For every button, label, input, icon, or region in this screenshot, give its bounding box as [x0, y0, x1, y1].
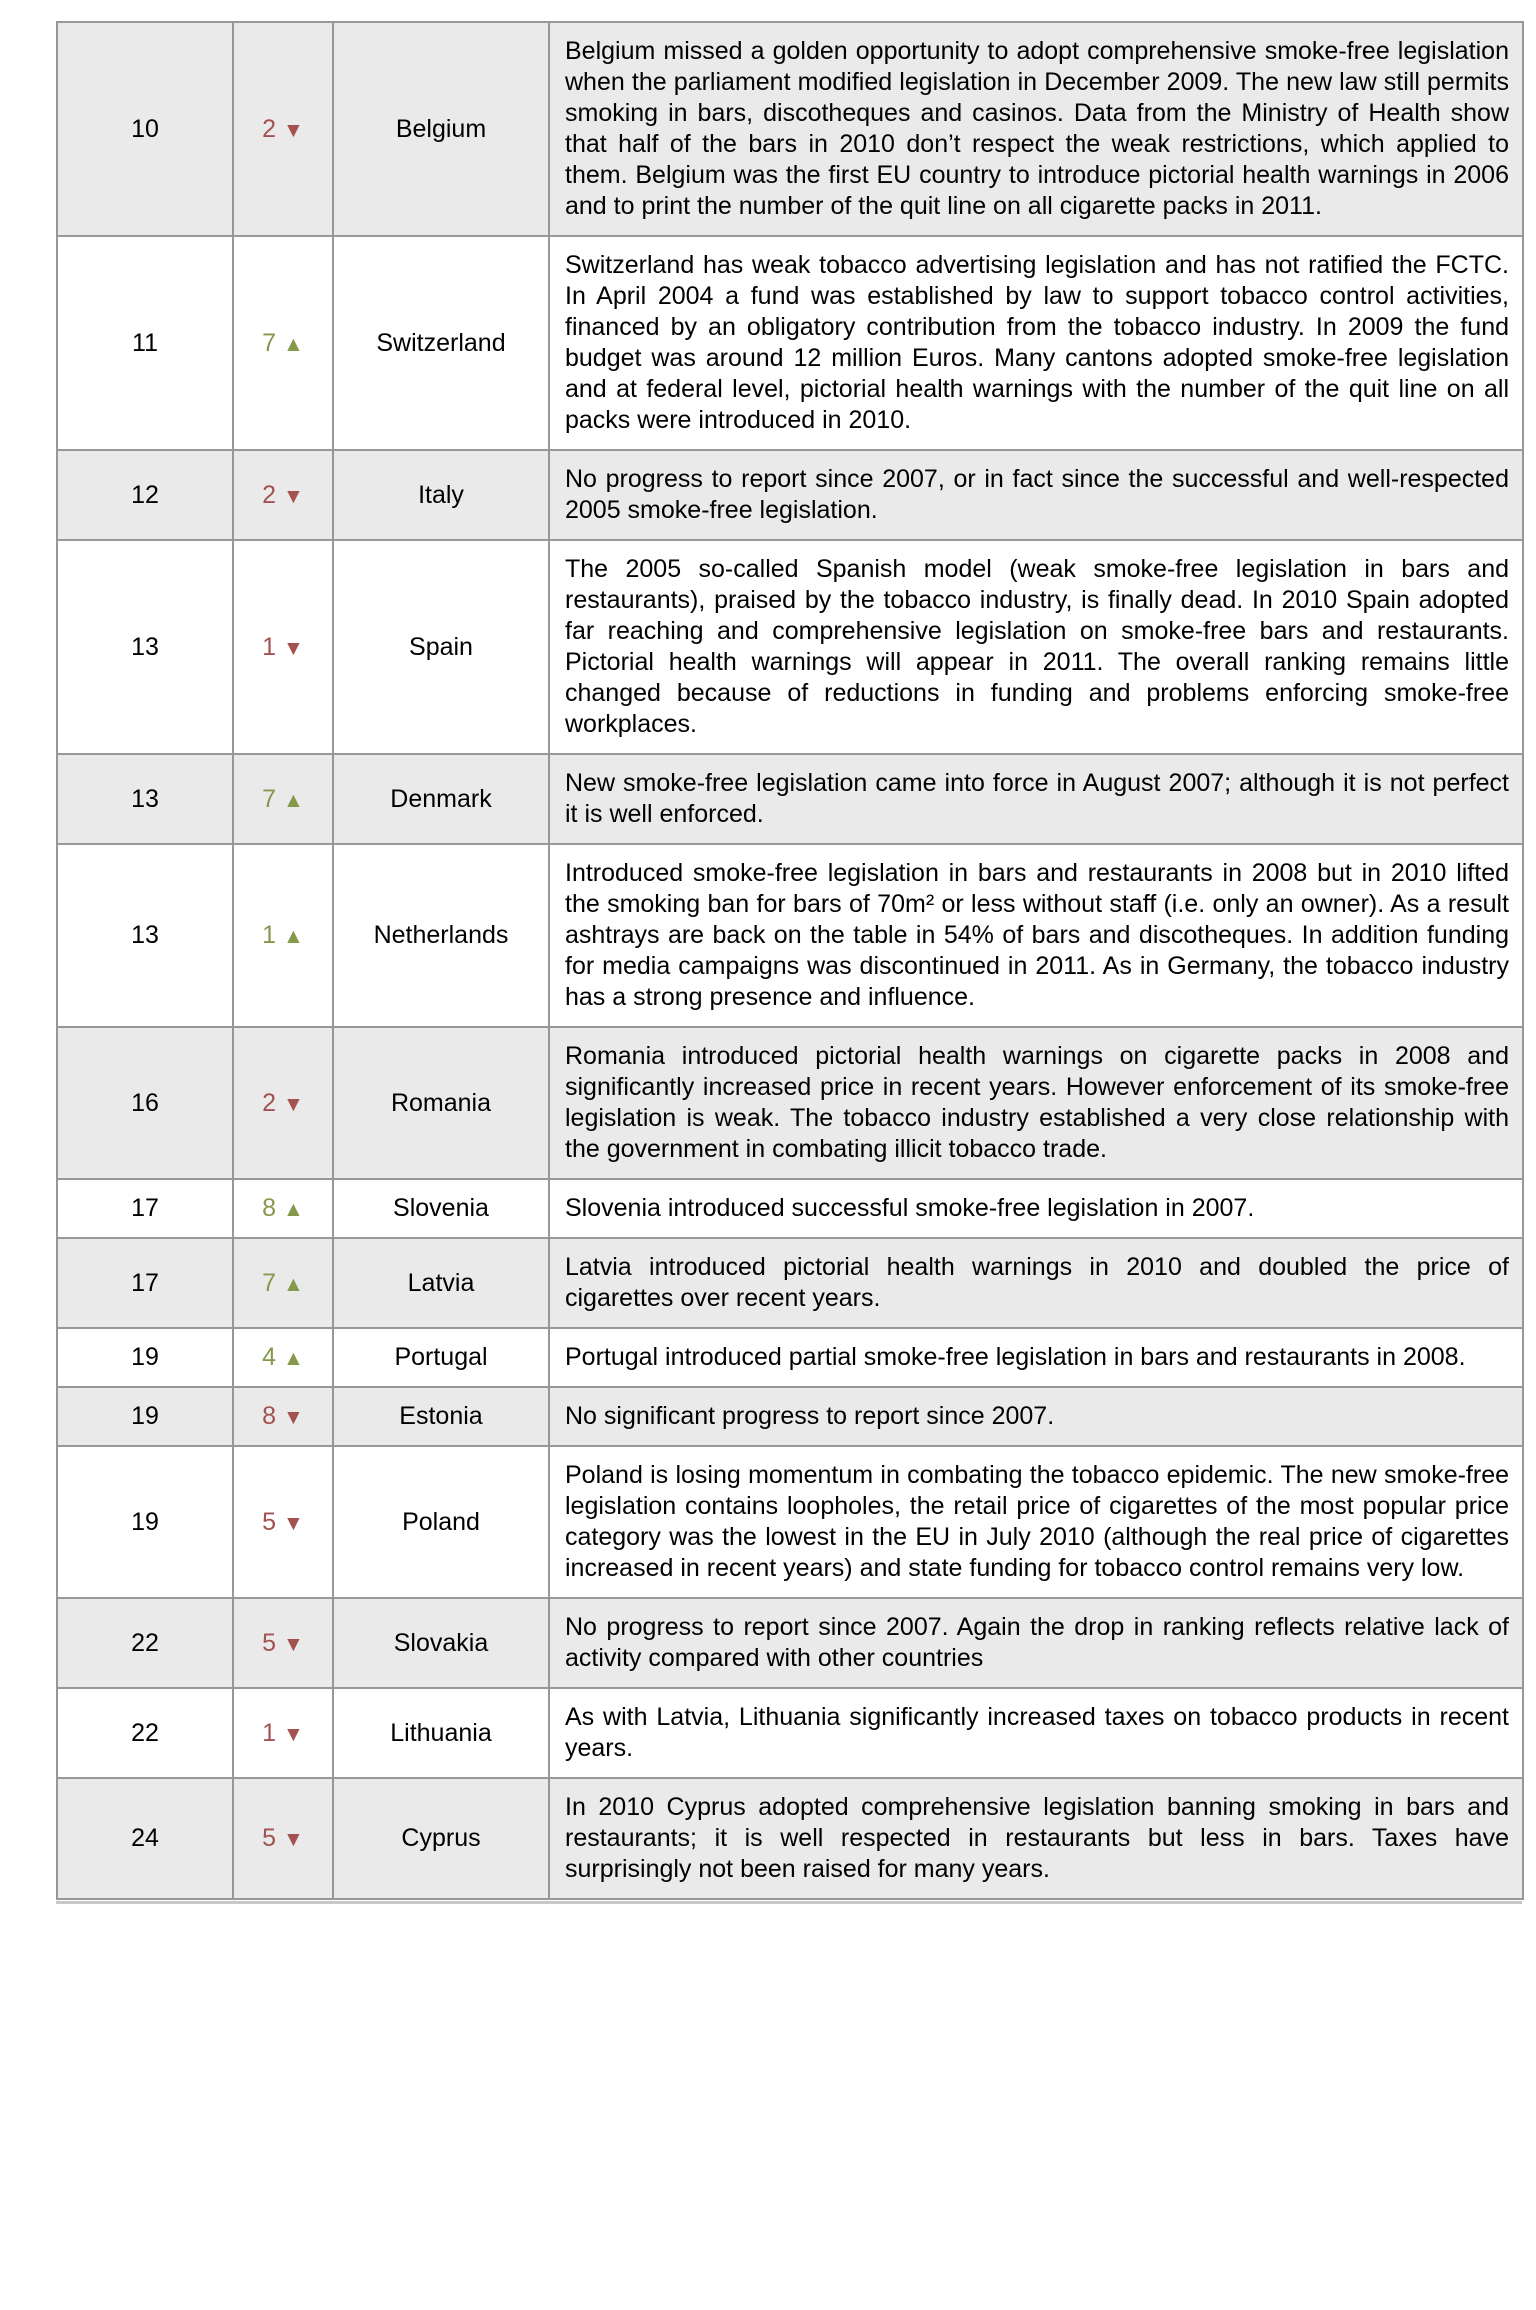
comment-text: Introduced smoke-free legislation in bars and restaurants in 2008 but in 2010 lifted the smoking ban for bars of 70m² or less without staff (i.e. only an owner). As a result ashtrays are back on the table in 54% of bars and discotheques. In addition funding for media campaigns was discontinued in 2011. As in Germany, the tobacco industry has a strong presence and influence. [565, 859, 1509, 1011]
rank-change-value: 7 [262, 328, 277, 357]
rank-cell: 13 [57, 844, 233, 1027]
comment-cell [549, 1328, 1523, 1387]
trend-up-icon: ▲ [283, 332, 304, 356]
trend-down-icon: ▼ [283, 1722, 304, 1746]
country-cell: Poland [333, 1446, 549, 1598]
trend-down-icon: ▼ [283, 1511, 304, 1535]
rank-change-cell [233, 1328, 333, 1387]
trend-up-icon: ▲ [283, 1198, 304, 1221]
trend-down-icon: ▼ [283, 1092, 304, 1116]
rank-change-cell [233, 1179, 333, 1238]
comment-cell [549, 1387, 1523, 1446]
table-row [57, 450, 1523, 540]
rank-change-value: 5 [262, 1507, 277, 1536]
comment-cell [549, 450, 1523, 540]
rank-cell: 19 [57, 1446, 233, 1598]
trend-up-icon: ▲ [283, 1272, 304, 1296]
rank-change-value: 7 [262, 784, 277, 813]
rank-change-cell [233, 1778, 333, 1899]
rank-change-cell [233, 1387, 333, 1446]
comment-cell [549, 1027, 1523, 1179]
country-cell: Switzerland [333, 236, 549, 450]
comment-text: Poland is losing momentum in combating the tobacco epidemic. The new smoke-free legislation contains loopholes, the retail price of cigarettes of the most popular price category was the lowest in the EU in July 2010 (although the real price of cigarettes increased in recent years) and state funding for tobacco control remains very low. [565, 1461, 1509, 1582]
table-row [57, 1778, 1523, 1899]
rank-cell: 13 [57, 540, 233, 754]
trend-down-icon: ▼ [283, 484, 304, 508]
country-cell: Estonia [333, 1387, 549, 1446]
comment-cell [549, 22, 1523, 236]
country-cell: Netherlands [333, 844, 549, 1027]
rank-change-value: 1 [262, 921, 277, 949]
rank-change-cell [233, 540, 333, 754]
rank-cell: 16 [57, 1027, 233, 1179]
comment-cell [549, 844, 1523, 1027]
rank-change-cell [233, 1688, 333, 1778]
trend-down-icon: ▼ [283, 1632, 304, 1656]
comment-text: New smoke-free legislation came into force in August 2007; although it is not perfect it is well enforced. [565, 769, 1509, 828]
rank-change-cell [233, 1446, 333, 1598]
rank-change-value: 2 [262, 480, 277, 509]
rank-cell: 22 [57, 1688, 233, 1778]
comment-text: Latvia introduced pictorial health warnings in 2010 and doubled the price of cigarettes over recent years. [565, 1253, 1509, 1312]
comment-text: As with Latvia, Lithuania significantly increased taxes on tobacco products in recent years. [565, 1703, 1509, 1762]
rank-change-value: 1 [262, 1718, 277, 1747]
table-row [57, 1027, 1523, 1179]
comment-text: Romania introduced pictorial health warnings on cigarette packs in 2008 and significantly increased price in recent years. However enforcement of its smoke-free legislation is weak. The tobacco industry established a very close relationship with the government in combating illicit tobacco trade. [565, 1042, 1509, 1163]
comment-cell [549, 1446, 1523, 1598]
comment-text: In 2010 Cyprus adopted comprehensive legislation banning smoking in bars and restaurants; it is well respected in restaurants but less in bars. Taxes have surprisingly not been raised for many years. [565, 1793, 1509, 1883]
rank-cell: 11 [57, 236, 233, 450]
rank-cell: 19 [57, 1387, 233, 1446]
rank-change-cell [233, 1027, 333, 1179]
table-row [57, 22, 1523, 236]
comment-cell [549, 754, 1523, 844]
table-row [57, 1688, 1523, 1778]
comment-cell [549, 1238, 1523, 1328]
country-cell: Denmark [333, 754, 549, 844]
country-cell: Spain [333, 540, 549, 754]
country-cell: Romania [333, 1027, 549, 1179]
comment-text: The 2005 so-called Spanish model (weak smoke-free legislation in bars and restaurants), praised by the tobacco industry, is finally dead. In 2010 Spain adopted far reaching and comprehensive legislation on smoke-free bars and restaurants. Pictorial health warnings will appear in 2011. The overall ranking remains little changed because of reductions in funding and problems enforcing smoke-free workplaces. [565, 555, 1509, 738]
country-ranking-table-container [56, 21, 1522, 1904]
country-cell: Lithuania [333, 1688, 549, 1778]
trend-up-icon: ▲ [283, 788, 304, 812]
rank-change-value: 4 [262, 1343, 277, 1371]
comment-cell [549, 1179, 1523, 1238]
rank-change-value: 5 [262, 1824, 277, 1852]
country-cell: Belgium [333, 22, 549, 236]
rank-cell: 17 [57, 1179, 233, 1238]
country-cell: Latvia [333, 1238, 549, 1328]
trend-up-icon: ▲ [283, 925, 304, 948]
comment-text: Belgium missed a golden opportunity to adopt comprehensive smoke-free legislation when the parliament modified legislation in December 2009. The new law still permits smoking in bars, discotheques and casinos. Data from the Ministry of Health show that half of the bars in 2010 don’t respect the weak restrictions, which applied to them. Belgium was the first EU country to introduce pictorial health warnings in 2006 and to print the number of the quit line on all cigarette packs in 2011. [565, 37, 1509, 220]
rank-change-value: 8 [262, 1402, 277, 1430]
comment-cell [549, 1688, 1523, 1778]
comment-text: No significant progress to report since 2007. [565, 1402, 1055, 1430]
table-row [57, 1179, 1523, 1238]
country-cell: Italy [333, 450, 549, 540]
rank-change-cell [233, 844, 333, 1027]
rank-change-value: 7 [262, 1268, 277, 1297]
comment-text: Portugal introduced partial smoke-free legislation in bars and restaurants in 2008. [565, 1343, 1466, 1371]
table-row [57, 1238, 1523, 1328]
comment-cell [549, 236, 1523, 450]
rank-cell: 10 [57, 22, 233, 236]
rank-change-value: 5 [262, 1628, 277, 1657]
comment-text: Switzerland has weak tobacco advertising legislation and has not ratified the FCTC. In April 2004 a fund was established by law to support tobacco control activities, financed by an obligatory contribution from the tobacco industry. In 2009 the fund budget was around 12 million Euros. Many cantons adopted smoke-free legislation and at federal level, pictorial health warnings with the number of the quit line on all packs were introduced in 2010. [565, 251, 1509, 434]
table-row [57, 1328, 1523, 1387]
rank-change-cell [233, 450, 333, 540]
country-cell: Cyprus [333, 1778, 549, 1899]
ranking-table-body [57, 22, 1523, 1899]
trend-down-icon: ▼ [283, 118, 304, 142]
comment-cell [549, 1598, 1523, 1688]
table-bottom-edge [56, 1901, 1522, 1904]
table-row [57, 1387, 1523, 1446]
rank-change-cell [233, 754, 333, 844]
country-ranking-table [56, 21, 1524, 1900]
country-cell: Portugal [333, 1328, 549, 1387]
rank-change-cell [233, 22, 333, 236]
rank-change-value: 2 [262, 1088, 277, 1117]
comment-cell [549, 540, 1523, 754]
table-row [57, 844, 1523, 1027]
rank-cell: 12 [57, 450, 233, 540]
rank-change-cell [233, 1598, 333, 1688]
rank-cell: 19 [57, 1328, 233, 1387]
rank-change-cell [233, 1238, 333, 1328]
rank-cell: 24 [57, 1778, 233, 1899]
table-row [57, 236, 1523, 450]
rank-cell: 17 [57, 1238, 233, 1328]
country-cell: Slovakia [333, 1598, 549, 1688]
table-row [57, 540, 1523, 754]
comment-text: No progress to report since 2007. Again the drop in ranking reflects relative lack of activity compared with other countries [565, 1613, 1509, 1672]
table-row [57, 1446, 1523, 1598]
rank-change-value: 1 [262, 632, 277, 661]
country-cell: Slovenia [333, 1179, 549, 1238]
comment-text: Slovenia introduced successful smoke-free legislation in 2007. [565, 1194, 1255, 1222]
rank-cell: 22 [57, 1598, 233, 1688]
rank-change-value: 2 [262, 114, 277, 143]
trend-down-icon: ▼ [283, 1406, 304, 1429]
table-row [57, 754, 1523, 844]
rank-change-value: 8 [262, 1194, 277, 1222]
trend-down-icon: ▼ [283, 1828, 304, 1851]
comment-cell [549, 1778, 1523, 1899]
table-row [57, 1598, 1523, 1688]
rank-cell: 13 [57, 754, 233, 844]
rank-change-cell [233, 236, 333, 450]
trend-down-icon: ▼ [283, 636, 304, 660]
trend-up-icon: ▲ [283, 1347, 304, 1370]
comment-text: No progress to report since 2007, or in fact since the successful and well-respected 2005 smoke-free legislation. [565, 465, 1509, 524]
